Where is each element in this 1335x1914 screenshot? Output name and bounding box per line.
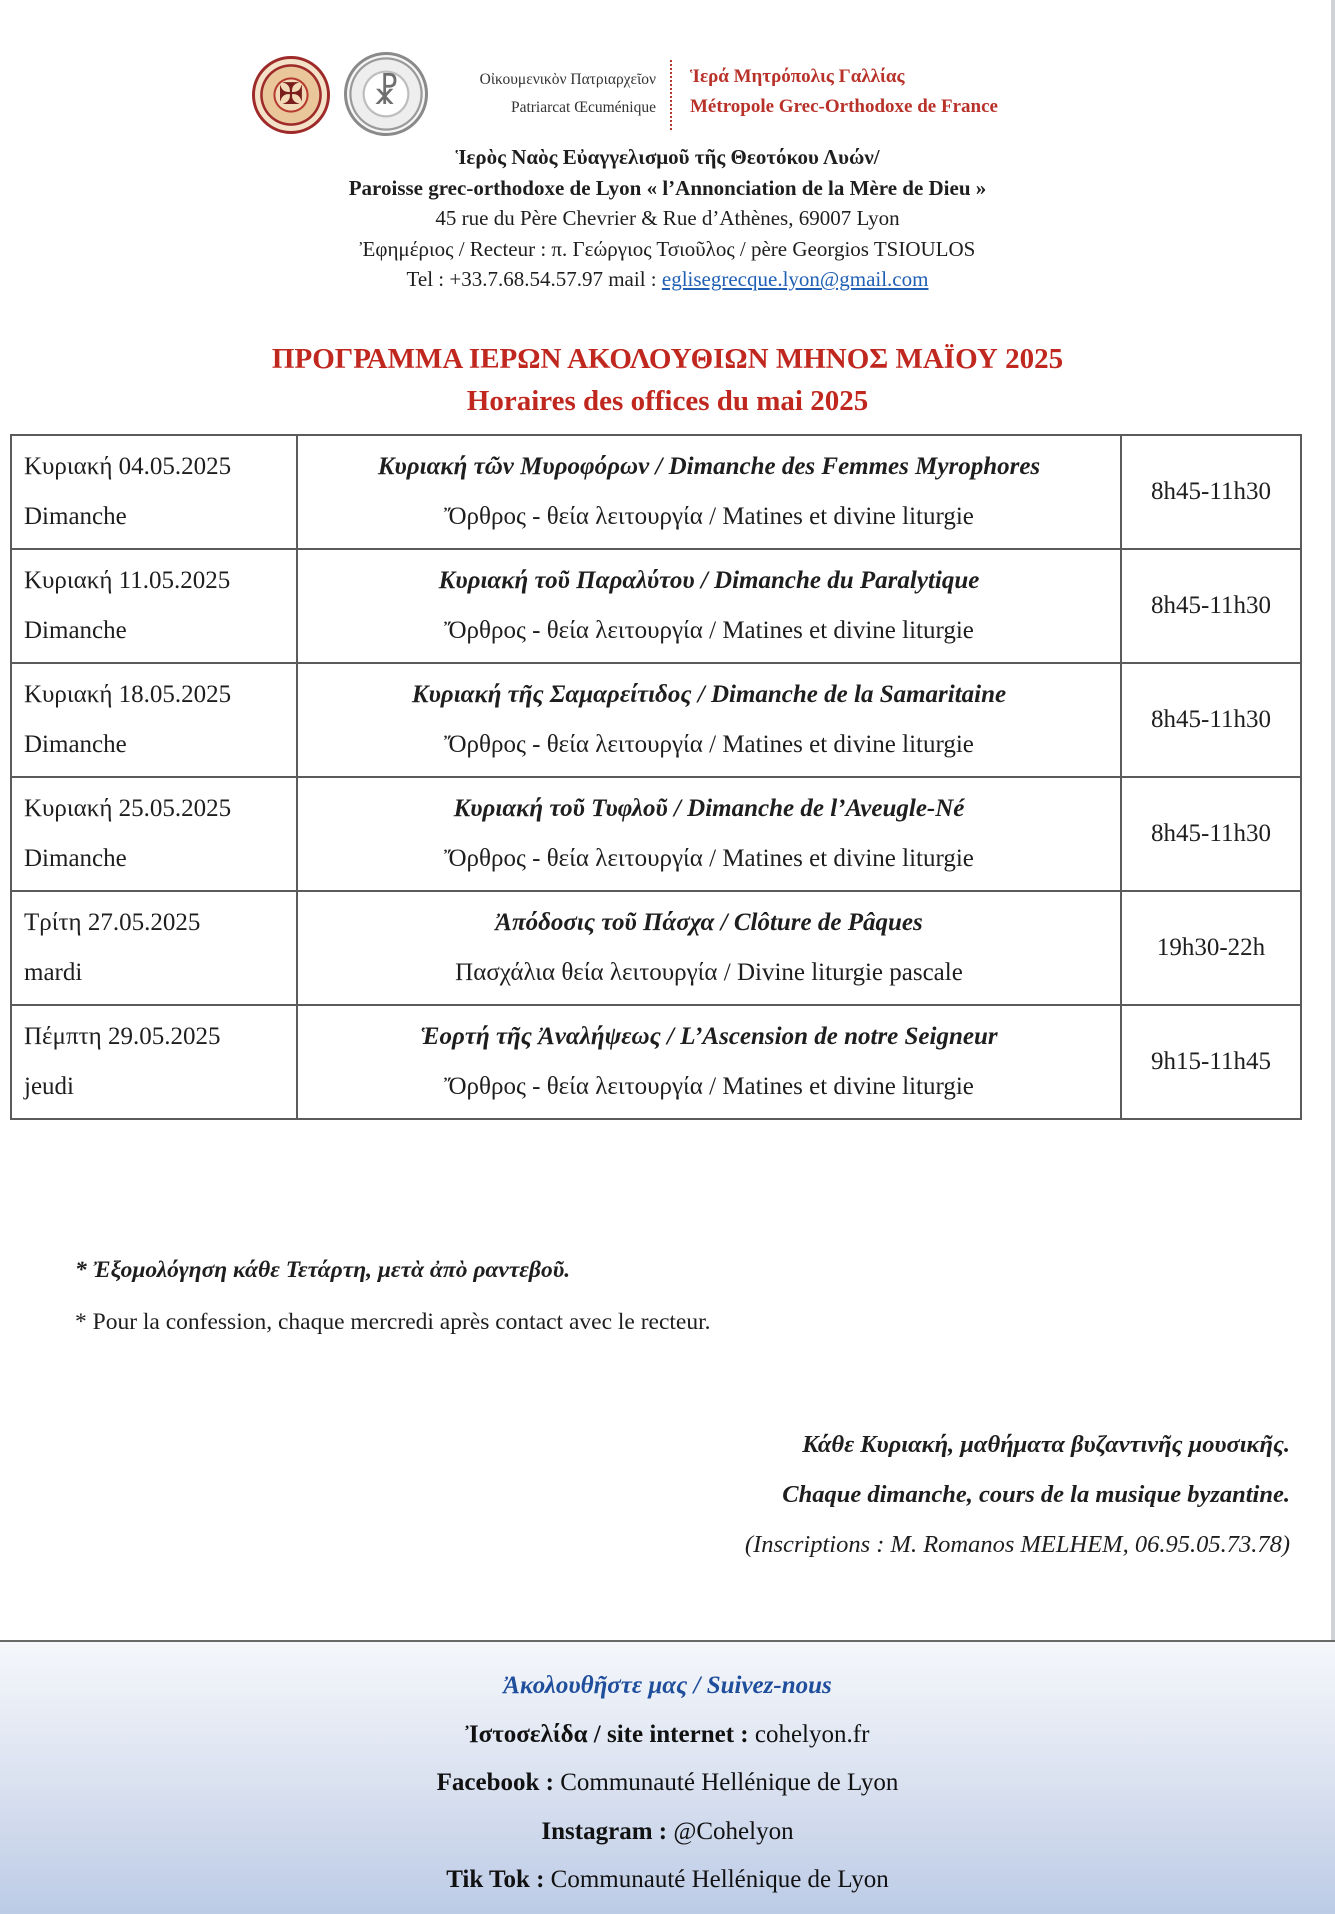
music-lessons [745, 1420, 1290, 1570]
feast-name: Κυριακή τῆς Σαμαρείτιδος / Dimanche de la Samaritaine [411, 681, 1007, 708]
confession-note-french: * Pour la confession, chaque mercredi après contact avec le recteur. [75, 1309, 711, 1335]
table-row [11, 777, 1301, 891]
table-row [11, 663, 1301, 777]
chi-rho-seal-logo: ☧ [344, 52, 428, 136]
date: Κυριακή 11.05.2025 [24, 567, 231, 594]
weekday: jeudi [24, 1073, 74, 1100]
music-inscriptions: (Inscriptions : M. Romanos MELHEM, 06.95.05.73.78) [744, 1531, 1290, 1558]
feast-name: Κυριακή τῶν Μυροφόρων / Dimanche des Femmes Myrophores [377, 453, 1041, 480]
title-greek: ΠΡΟΓΡΑΜΜΑ ΙΕΡΩΝ ΑΚΟΛΟΥΘΙΩΝ ΜΗΝΟΣ ΜΑΪΟΥ 2025 [271, 343, 1064, 375]
parish-name-greek: Ἱερὸς Ναὸς Εὐαγγελισμοῦ τῆς Θεοτόκου Λυών/ [455, 145, 880, 169]
time-cell: 19h30-22h [1121, 891, 1301, 1005]
date-cell [11, 1005, 297, 1119]
feast-name: Ἀπόδοσις τοῦ Πάσχα / Clôture de Pâques [495, 909, 923, 936]
date-cell [11, 435, 297, 549]
tiktok-value: Communauté Hellénique de Lyon [544, 1866, 889, 1893]
time-cell: 8h45-11h30 [1121, 549, 1301, 663]
time-cell: 9h15-11h45 [1121, 1005, 1301, 1119]
parish-rector: Ἐφημέριος / Recteur : π. Γεώργιος Τσιοῦλος / père Georgios TSIOULOS [359, 236, 976, 261]
website-value: cohelyon.fr [748, 1720, 870, 1748]
feast-name: Ἑορτή τῆς Ἀναλήψεως / L’Ascension de notre Seigneur [420, 1023, 998, 1050]
patriarchate-greek: Οἰκουμενικὸν Πατριαρχεῖον [479, 71, 656, 88]
service-name: Ὄρθρος - θεία λειτουργία / Matines et divine liturgie [444, 503, 974, 530]
feast-name: Κυριακή τοῦ Παραλύτου / Dimanche du Paralytique [438, 567, 980, 594]
service-name: Ὄρθρος - θεία λειτουργία / Matines et divine liturgie [444, 617, 974, 644]
instagram-label: Instagram : [541, 1817, 668, 1845]
date-cell [11, 777, 297, 891]
time-cell: 8h45-11h30 [1121, 435, 1301, 549]
table-row [11, 435, 1301, 549]
weekday: Dimanche [24, 845, 127, 872]
music-line-french: Chaque dimanche, cours de la musique byzantine. [782, 1481, 1290, 1508]
parish-contact [0, 264, 1335, 295]
follow-us-heading: Ἀκολουθῆστε μας / Suivez-nous [503, 1672, 832, 1699]
confession-notes [75, 1244, 711, 1348]
date-cell [11, 549, 297, 663]
footer [0, 1640, 1335, 1914]
service-cell [297, 663, 1121, 777]
schedule-table [10, 434, 1302, 1120]
instagram-value: @Cohelyon [667, 1817, 794, 1845]
confession-note-greek: * Ἐξομολόγηση κάθε Τετάρτη, μετὰ ἀπὸ ραντεβοῦ. [75, 1257, 571, 1283]
instagram-line[interactable] [0, 1808, 1335, 1857]
footer-links [0, 1662, 1335, 1905]
title-french: Horaires des offices du mai 2025 [466, 385, 869, 417]
header-divider [670, 60, 672, 130]
service-cell [297, 549, 1121, 663]
music-line-greek: Κάθε Κυριακή, μαθήματα βυζαντινῆς μουσικῆς. [802, 1431, 1290, 1458]
patriarchate-label [436, 66, 656, 122]
date-cell [11, 663, 297, 777]
website-line[interactable] [0, 1711, 1335, 1760]
feast-name: Κυριακή τοῦ Τυφλοῦ / Dimanche de l’Aveugle-Né [453, 795, 965, 822]
table-row [11, 891, 1301, 1005]
date: Κυριακή 25.05.2025 [24, 795, 232, 822]
date: Πέμπτη 29.05.2025 [24, 1023, 221, 1050]
email-link[interactable]: eglisegrecque.lyon@gmail.com [661, 267, 929, 291]
metropolis-greek: Ἱερά Μητρόπολις Γαλλίας [690, 66, 905, 87]
parish-address: 45 rue du Père Chevrier & Rue d’Athènes, 69007 Lyon [435, 206, 900, 230]
service-name: Ὄρθρος - θεία λειτουργία / Matines et divine liturgie [444, 731, 974, 758]
weekday: Dimanche [24, 503, 127, 530]
time-cell: 8h45-11h30 [1121, 663, 1301, 777]
facebook-label: Facebook : [436, 1769, 554, 1796]
date-cell [11, 891, 297, 1005]
table-row [11, 549, 1301, 663]
parish-info [0, 142, 1335, 295]
weekday: Dimanche [24, 731, 127, 758]
date: Κυριακή 18.05.2025 [24, 681, 232, 708]
service-name: Ὄρθρος - θεία λειτουργία / Matines et divine liturgie [444, 845, 974, 872]
patriarchate-seal-logo: ✠ [252, 56, 330, 134]
service-cell [297, 1005, 1121, 1119]
tiktok-label: Tik Tok : [446, 1866, 545, 1893]
metropolis-label [690, 62, 998, 122]
website-label: Ἰστοσελίδα / site internet : [465, 1720, 749, 1748]
tiktok-line[interactable] [0, 1856, 1335, 1905]
service-cell [297, 777, 1121, 891]
service-name: Πασχάλια θεία λειτουργία / Divine liturgie pascale [455, 959, 963, 986]
date: Τρίτη 27.05.2025 [24, 909, 201, 936]
table-row [11, 1005, 1301, 1119]
weekday: mardi [24, 959, 83, 986]
weekday: Dimanche [24, 617, 127, 644]
date: Κυριακή 04.05.2025 [24, 453, 232, 480]
time-cell: 8h45-11h30 [1121, 777, 1301, 891]
patriarchate-french: Patriarcat Œcuménique [510, 99, 656, 116]
service-name: Ὄρθρος - θεία λειτουργία / Matines et divine liturgie [444, 1073, 974, 1100]
contact-phone: Tel : +33.7.68.54.57.97 mail : [406, 267, 662, 291]
service-cell [297, 891, 1121, 1005]
facebook-line[interactable] [0, 1759, 1335, 1808]
parish-name-french: Paroisse grec-orthodoxe de Lyon « l’Annonciation de la Mère de Dieu » [348, 175, 987, 200]
schedule-title [0, 338, 1335, 422]
facebook-value: Communauté Hellénique de Lyon [553, 1769, 899, 1796]
service-cell [297, 435, 1121, 549]
metropolis-french: Métropole Grec-Orthodoxe de France [690, 96, 998, 117]
